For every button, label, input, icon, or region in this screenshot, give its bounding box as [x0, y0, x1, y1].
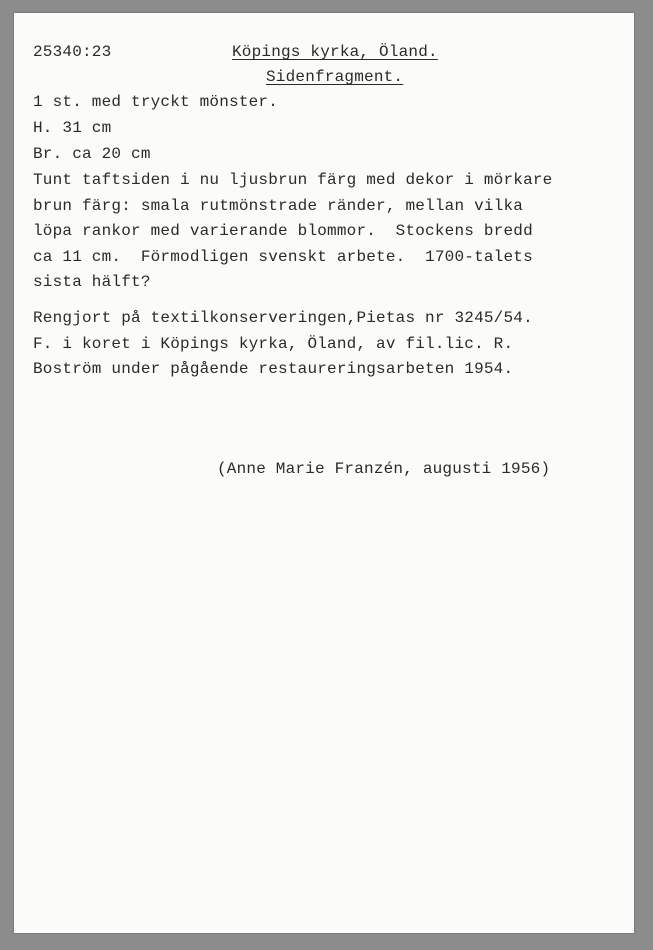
text-line: Boström under pågående restaureringsarbeten 1954.: [33, 360, 514, 378]
text-line: H. 31 cm: [33, 119, 112, 137]
text-line: brun färg: smala rutmönstrade ränder, mellan vilka: [33, 197, 524, 215]
text-line: sista hälft?: [33, 273, 151, 291]
text-line: löpa rankor med varierande blommor. Stockens bredd: [33, 222, 533, 240]
text-line: Rengjort på textilkonserveringen,Pietas nr 3245/54.: [33, 309, 533, 327]
heading-subtitle: Sidenfragment.: [266, 68, 404, 86]
heading-title: Köpings kyrka, Öland.: [232, 43, 438, 61]
text-line: Br. ca 20 cm: [33, 145, 151, 163]
catalog-card: [14, 13, 634, 933]
text-line: Tunt taftsiden i nu ljusbrun färg med dekor i mörkare: [33, 171, 553, 189]
signature: (Anne Marie Franzén, augusti 1956): [217, 460, 551, 478]
text-line: 1 st. med tryckt mönster.: [33, 93, 279, 111]
text-line: ca 11 cm. Förmodligen svenskt arbete. 1700-talets: [33, 248, 533, 266]
catalog-number: 25340:23: [33, 43, 112, 61]
text-line: F. i koret i Köpings kyrka, Öland, av fil.lic. R.: [33, 335, 514, 353]
